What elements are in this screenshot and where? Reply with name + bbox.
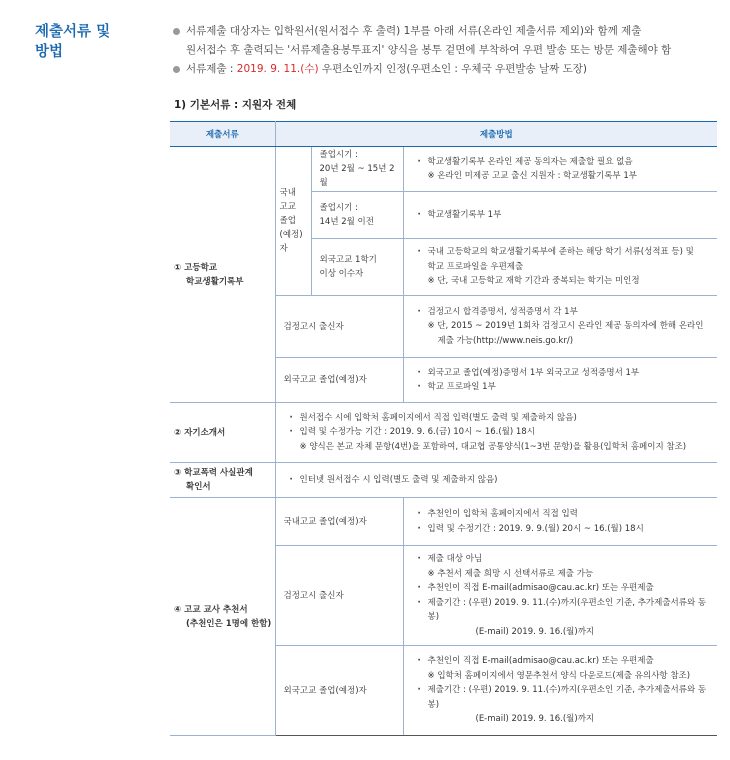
intro-bullet-2: [171, 60, 726, 79]
method-cell: · 추천인이 입학처 홈페이지에서 직접 입력 · 입력 및 수정기간 : 2019. 9. 9.(월) 20시 ~ 16.(월) 18시: [403, 498, 717, 546]
row-label-transcript: ① 고등학교 학교생활기록부: [170, 147, 275, 403]
table-row: [170, 403, 717, 463]
method-cell: · 제출 대상 아님 ※ 추천서 제출 희망 시 선택서류로 제출 가능 · 추천인이 직접 E-mail(admisao@cau.ac.kr) 또는 우편제출 · 제출기간 : (우편) 2019. 9. 11.(수)까지(우편소인 기준, 추가제출서류와 동봉) (E-mail) 2019. 9. 16.(월)까지: [403, 546, 717, 646]
intro-bullet-1: 서류제출 대상자는 입학원서(원서접수 후 출력) 1부를 아래 서류(온라인 제출서류 제외)와 함께 제출: [171, 22, 726, 41]
deadline-suffix: 우편소인까지 인정(우편소인 : 우체국 우편발송 날짜 도장): [318, 63, 587, 75]
header-documents: 제출서류: [170, 122, 275, 147]
intro-bullet-1-cont: 원서접수 후 출력되는 '서류제출용봉투표지' 양식을 봉투 겉면에 부착하여 우편 발송 또는 방문 제출해야 함: [186, 44, 672, 56]
foreign-graduate-cell: 외국고교 졸업(예정)자: [275, 358, 403, 403]
foreign-graduate-cell: 외국고교 졸업(예정)자: [275, 646, 403, 736]
section-title: [35, 22, 145, 62]
table-row: [170, 498, 717, 546]
foreign-semester-cell: 외국고교 1학기 이상 이수자: [311, 239, 403, 296]
section-title-line2: 방법: [35, 44, 64, 60]
domestic-graduate-cell: 국내 고교 졸업 (예정)자: [275, 147, 311, 296]
method-cell: · 학교생활기록부 온라인 제공 동의자는 제출할 필요 없음 ※ 온라인 미제공 고교 출신 지원자 : 학교생활기록부 1부: [403, 147, 717, 192]
method-cell: · 학교생활기록부 1부: [403, 192, 717, 239]
section-title-line1: 제출서류 및: [35, 24, 111, 40]
grad-period-a: 졸업시기 : 20년 2월 ~ 15년 2월: [311, 147, 403, 192]
method-cell: · 외국고교 졸업(예정)증명서 1부 외국고교 성적증명서 1부 · 학교 프로파일 1부: [403, 358, 717, 403]
method-cell: · 국내 고등학교의 학교생활기록부에 준하는 해당 학기 서류(성적표 등) 및 학교 프로파일을 우편제출 ※ 단, 국내 고등학교 재학 기간과 중복되는 학기는 미인정: [403, 239, 717, 296]
subheading: 1) 기본서류 : 지원자 전체: [174, 99, 297, 111]
method-cell: · 추천인이 직접 E-mail(admisao@cau.ac.kr) 또는 우편제출 ※ 입학처 홈페이지에서 영문추천서 양식 다운로드(제출 유의사항 참조) · 제출기간 : (우편) 2019. 9. 11.(수)까지(우편소인 기준, 추가제출서류와 동봉) (E-mail) 2019. 9. 16.(월)까지: [403, 646, 717, 736]
deadline-date: 2019. 9. 11.(수): [236, 63, 319, 75]
table-header-row: [170, 122, 717, 147]
row-label-recommendation: ④ 고교 교사 추천서 (추천인은 1명에 한함): [170, 498, 275, 736]
deadline-prefix: 서류제출 :: [186, 63, 237, 75]
method-cell: · 검정고시 합격증명서, 성적증명서 각 1부 ※ 단, 2015 ~ 2019년 1회차 검정고시 온라인 제공 동의자에 한해 온라인 제출 가능(http://www.neis.go.kr/): [403, 296, 717, 358]
row-label-self-intro: ② 자기소개서: [170, 403, 275, 463]
intro-notes: [171, 22, 726, 79]
ged-cell: 검정고시 출신자: [275, 296, 403, 358]
row-label-violence-report: ③ 학교폭력 사실관계 확인서: [170, 463, 275, 498]
header-method: 제출방법: [275, 122, 717, 147]
domestic-graduate-cell: 국내고교 졸업(예정)자: [275, 498, 403, 546]
table-row: [170, 463, 717, 498]
documents-table: [170, 121, 717, 736]
grad-period-b: 졸업시기 : 14년 2월 이전: [311, 192, 403, 239]
ged-cell: 검정고시 출신자: [275, 546, 403, 646]
table-row: [170, 147, 717, 192]
method-cell: · 인터넷 원서접수 시 입력(별도 출력 및 제출하지 않음): [275, 463, 717, 498]
method-cell: · 원서접수 시에 입학처 홈페이지에서 직접 입력(별도 출력 및 제출하지 않음) · 입력 및 수정가능 기간 : 2019. 9. 6.(금) 10시 ~ 16.(월) 18시 ※ 양식은 본교 자체 문항(4번)을 포함하여, 대교협 공통양식(1~3번 문항)을 활용(입학처 홈페이지 참조): [275, 403, 717, 463]
